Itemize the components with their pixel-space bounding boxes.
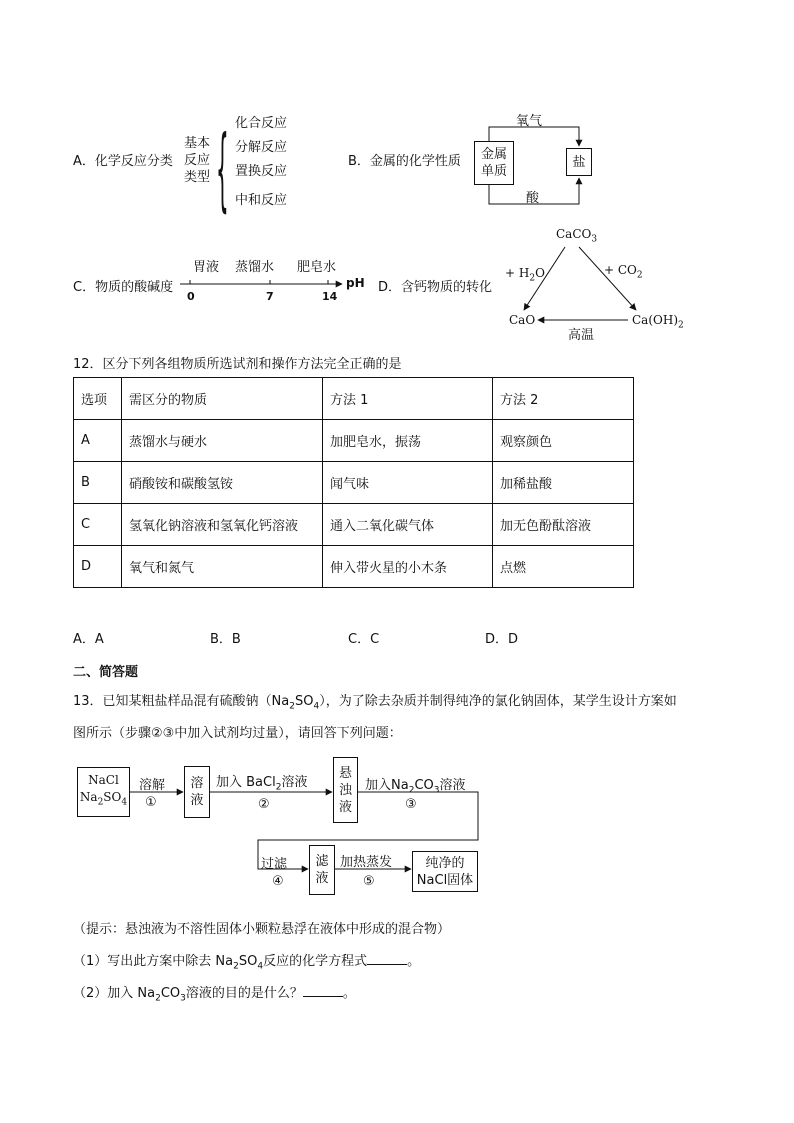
header-cell: 方法 2 bbox=[493, 378, 634, 420]
salt-box: 盐 bbox=[566, 148, 592, 176]
metal-line: 金属 bbox=[480, 147, 507, 162]
start-nacl: NaCl bbox=[88, 773, 119, 788]
cell: 点燃 bbox=[493, 546, 634, 588]
step4-num: ④ bbox=[272, 874, 284, 889]
suspension-box: 悬 浊 液 bbox=[333, 757, 358, 823]
h2o-label: + $H_2O$ bbox=[505, 266, 545, 284]
option-a-group bbox=[184, 135, 210, 186]
q12-table bbox=[73, 377, 634, 588]
step1-label: 溶解 bbox=[139, 778, 166, 793]
mark-gastric: 胃液 bbox=[193, 260, 220, 275]
start-na2so4: $Na_2SO_4$ bbox=[79, 790, 128, 808]
cell: 蒸馏水与硬水 bbox=[122, 420, 323, 462]
start-box bbox=[77, 767, 130, 817]
group-line: 反应 bbox=[184, 153, 211, 168]
choice-a[interactable]: A．A bbox=[73, 632, 104, 647]
q13-line1: 13．已知某粗盐样品混有硫酸钠$(Na_2SO_4)$，为了除去杂质并制得纯净的氯化钠固体，某学生设计方案如 bbox=[73, 694, 677, 712]
answer-blank-2[interactable] bbox=[303, 984, 343, 997]
step2-num: ② bbox=[258, 797, 270, 812]
choice-c[interactable]: C．C bbox=[348, 632, 380, 647]
option-a-label: A．化学反应分类 bbox=[73, 154, 173, 169]
solution-box: 溶 液 bbox=[184, 766, 210, 818]
filtrate-box: 滤 液 bbox=[309, 845, 335, 895]
cao-label: CaO bbox=[509, 313, 536, 327]
table-row bbox=[74, 420, 634, 462]
metal-line: 单质 bbox=[480, 164, 507, 179]
tick-14: 14 bbox=[322, 290, 338, 303]
q13-hint: （提示：悬浊液为不溶性固体小颗粒悬浮在液体中形成的混合物） bbox=[73, 922, 451, 937]
metal-box bbox=[474, 141, 514, 185]
cell: 氢氧化钠溶液和氢氧化钙溶液 bbox=[122, 504, 323, 546]
table-row bbox=[74, 546, 634, 588]
cell: 硝酸铵和碳酸氢铵 bbox=[122, 462, 323, 504]
cell: 通入二氧化碳气体 bbox=[323, 504, 493, 546]
choice-b[interactable]: B．B bbox=[210, 632, 241, 647]
caoh2-label: $Ca(OH)_2$ bbox=[632, 313, 684, 331]
cell: 加肥皂水，振荡 bbox=[323, 420, 493, 462]
q13-sub2: （2）加入 $Na_2CO_3$溶液的目的是什么？ 。 bbox=[73, 986, 356, 1004]
type-1: 化合反应 bbox=[235, 116, 288, 131]
ph-label: pH bbox=[346, 276, 365, 290]
step1-num: ① bbox=[145, 795, 157, 810]
type-3: 置换反应 bbox=[235, 164, 288, 179]
oxygen-label: 氧气 bbox=[516, 114, 543, 129]
step3-label: 加入$Na_2CO_3$溶液 bbox=[365, 778, 466, 796]
step5-num: ⑤ bbox=[363, 874, 375, 889]
cell: 氧气和氮气 bbox=[122, 546, 323, 588]
header-cell: 需区分的物质 bbox=[122, 378, 323, 420]
step5-label: 加热蒸发 bbox=[340, 855, 393, 870]
table-row bbox=[74, 462, 634, 504]
option-c-label: C．物质的酸碱度 bbox=[73, 280, 174, 295]
acid-label: 酸 bbox=[526, 191, 540, 206]
cell: D bbox=[74, 546, 122, 588]
group-line: 基本 bbox=[184, 136, 211, 151]
type-2: 分解反应 bbox=[235, 140, 288, 155]
option-d-label: D．含钙物质的转化 bbox=[378, 280, 493, 295]
heat-label: 高温 bbox=[568, 328, 595, 343]
q13-line2: 图所示（步骤②③中加入试剂均过量），请回答下列问题： bbox=[73, 726, 402, 741]
type-4: 中和反应 bbox=[235, 193, 288, 208]
section-title: 二、简答题 bbox=[73, 665, 139, 680]
option-b-label: B．金属的化学性质 bbox=[348, 154, 461, 169]
q12-question: 12．区分下列各组物质所选试剂和操作方法完全正确的是 bbox=[73, 357, 402, 372]
answer-blank-1[interactable] bbox=[367, 952, 407, 965]
cell: 伸入带火星的小木条 bbox=[323, 546, 493, 588]
step2-label: 加入 BaCl$_2$溶液 bbox=[216, 775, 308, 793]
product-box: 纯净的 NaCl固体 bbox=[412, 851, 478, 892]
brace-icon: { bbox=[216, 114, 229, 222]
tick-0: 0 bbox=[187, 290, 195, 303]
choice-d[interactable]: D．D bbox=[485, 632, 519, 647]
table-header-row bbox=[74, 378, 634, 420]
step3-num: ③ bbox=[405, 797, 417, 812]
q13-sub1: （1）写出此方案中除去 $Na_2SO_4$反应的化学方程式 。 bbox=[73, 954, 421, 972]
cell: 闻气味 bbox=[323, 462, 493, 504]
cell: 加稀盐酸 bbox=[493, 462, 634, 504]
cell: C bbox=[74, 504, 122, 546]
tick-7: 7 bbox=[266, 290, 274, 303]
group-line: 类型 bbox=[184, 170, 211, 185]
mark-water: 蒸馏水 bbox=[235, 260, 275, 275]
step4-label: 过滤 bbox=[261, 857, 288, 872]
cell: A bbox=[74, 420, 122, 462]
header-cell: 方法 1 bbox=[323, 378, 493, 420]
header-cell: 选项 bbox=[74, 378, 122, 420]
mark-soap: 肥皂水 bbox=[297, 260, 337, 275]
table-row bbox=[74, 504, 634, 546]
co2-label: + $CO_2$ bbox=[604, 263, 643, 281]
cell: 观察颜色 bbox=[493, 420, 634, 462]
cell: B bbox=[74, 462, 122, 504]
cell: 加无色酚酞溶液 bbox=[493, 504, 634, 546]
caco3-label: CaCO$_3$ bbox=[556, 227, 598, 245]
